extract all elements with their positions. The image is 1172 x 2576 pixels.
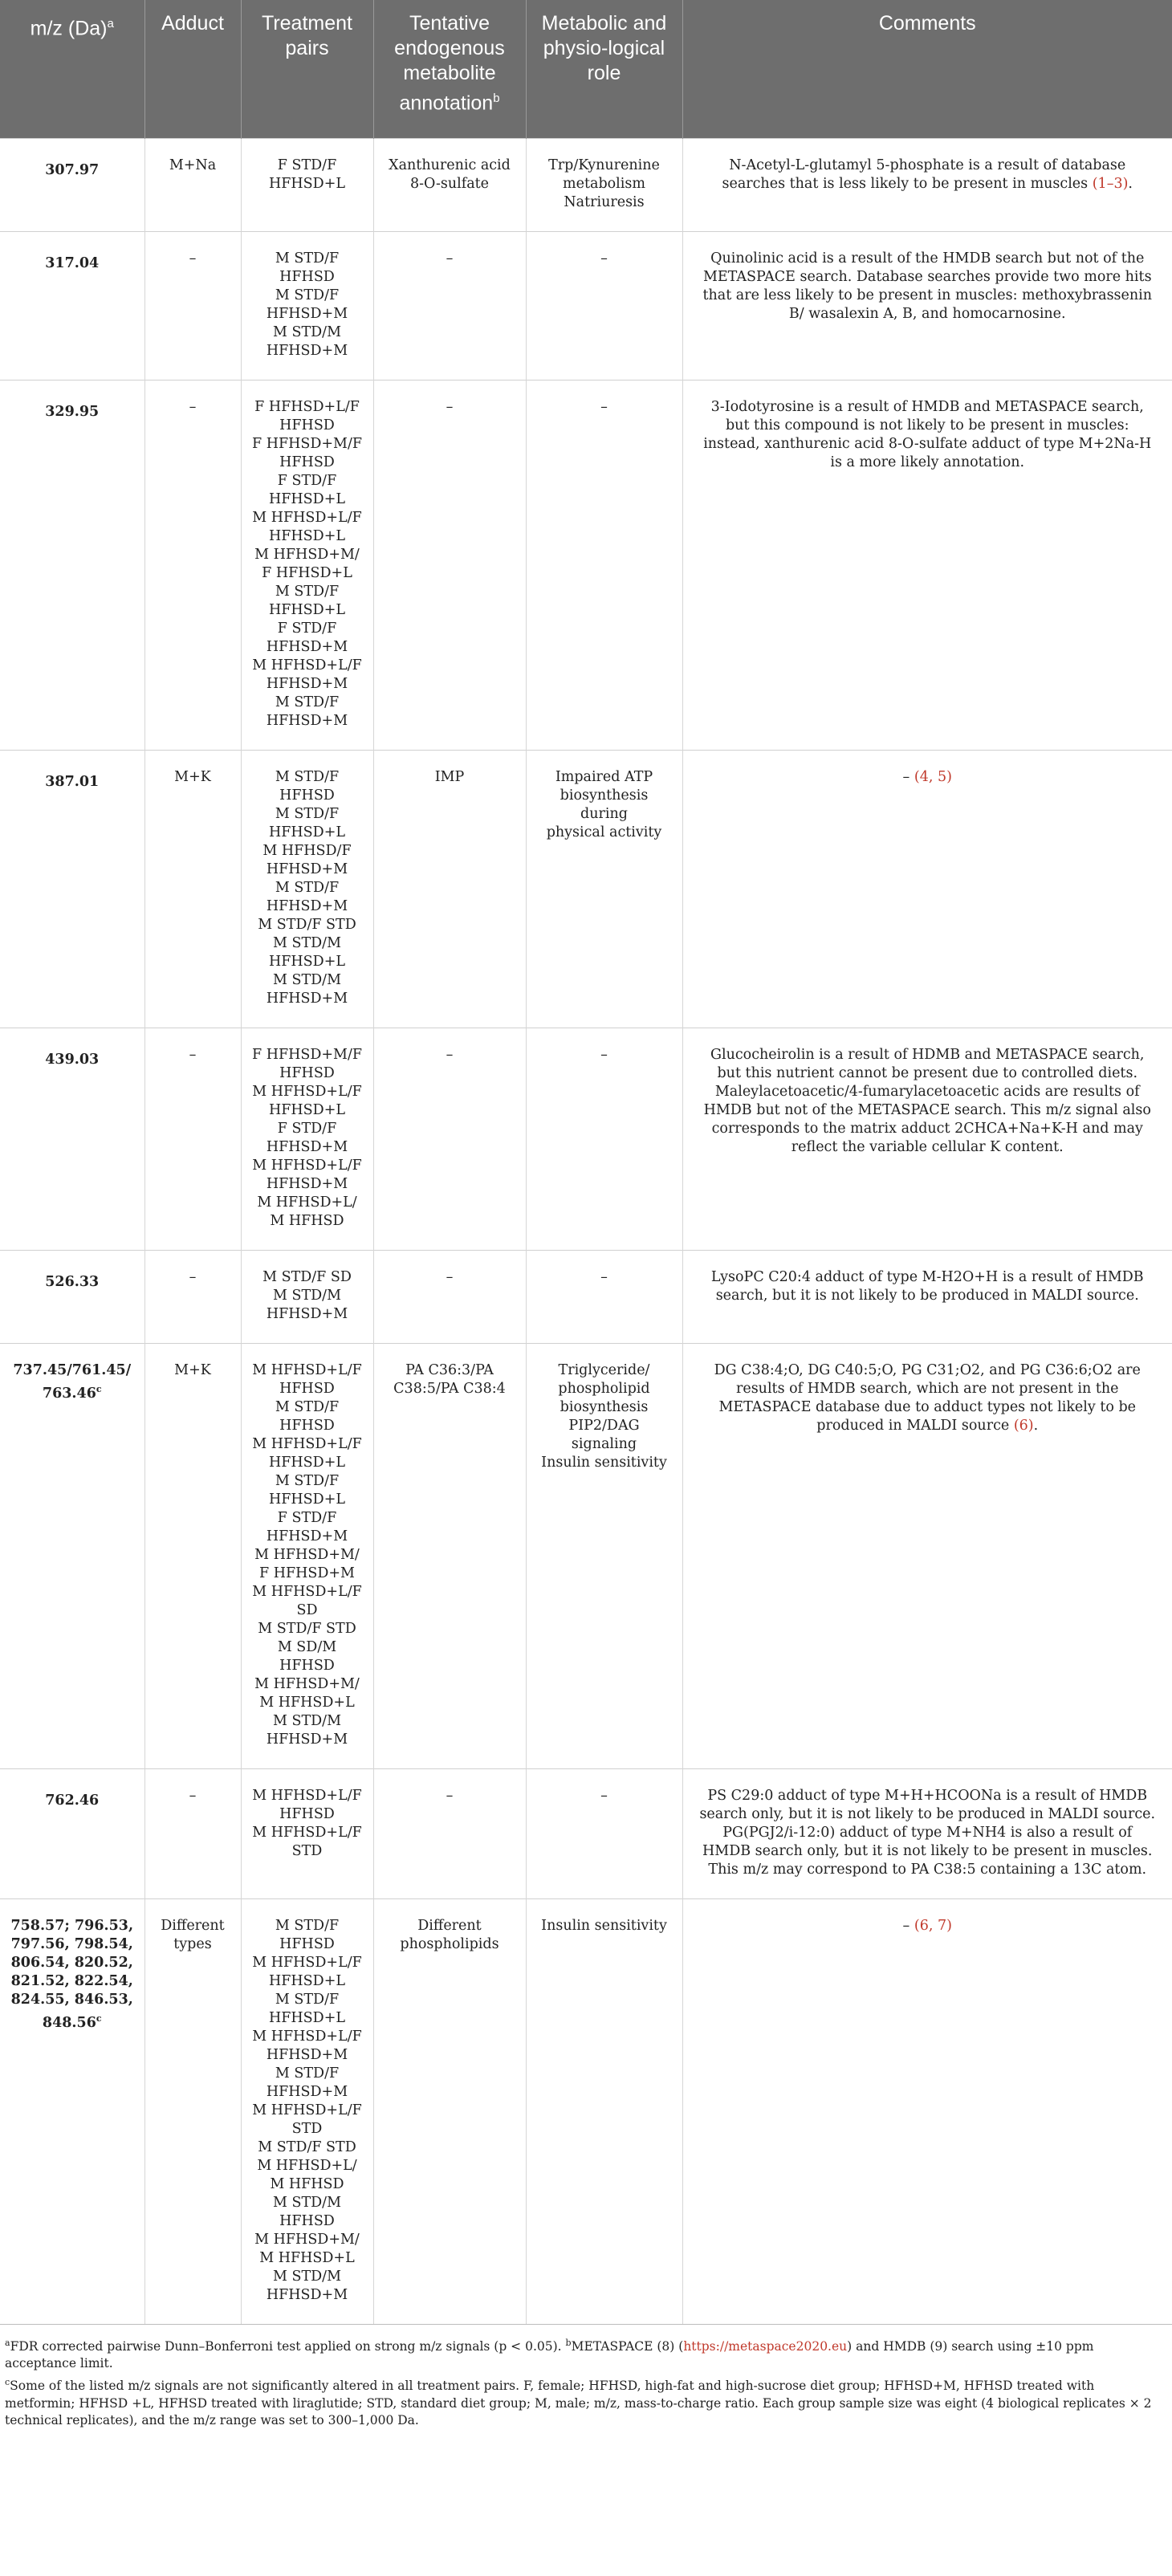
table-row bbox=[0, 1251, 1172, 1344]
cell-role: – bbox=[526, 1769, 682, 1899]
cell-adduct: – bbox=[144, 1769, 241, 1899]
reference-link[interactable]: (4, 5) bbox=[914, 769, 952, 786]
cell-annotation: – bbox=[373, 1028, 526, 1251]
cell-comment: DG C38:4;O, DG C40:5;O, PG C31;O2, and PG C36:6;O2 are results of HMDB search, which are not present in the METASPACE database due to adduct types not likely to be produced in MALDI source (6). bbox=[682, 1344, 1172, 1769]
cell-pairs: F STD/F HFHSD+L bbox=[241, 139, 373, 232]
cell-role: – bbox=[526, 232, 682, 380]
table-row bbox=[0, 1769, 1172, 1899]
cell-pairs: M STD/F HFHSD M STD/F HFHSD+L M HFHSD/F HFHSD+M M STD/F HFHSD+M M STD/F STD M STD/M HFHSD+L M STD/M HFHSD+M bbox=[241, 751, 373, 1028]
table-row bbox=[0, 1344, 1172, 1769]
table-footnotes bbox=[0, 2324, 1172, 2428]
cell-adduct: Different types bbox=[144, 1899, 241, 2325]
cell-role: Triglyceride/ phospholipid biosynthesis PIP2/DAG signaling Insulin sensitivity bbox=[526, 1344, 682, 1769]
cell-pairs: M HFHSD+L/F HFHSD M HFHSD+L/F STD bbox=[241, 1769, 373, 1899]
cell-pairs: M HFHSD+L/F HFHSD M STD/F HFHSD M HFHSD+L/F HFHSD+L M STD/F HFHSD+L F STD/F HFHSD+M M HFHSD+M/ F HFHSD+M M HFHSD+L/F SD M STD/F STD M SD/M HFHSD M HFHSD+M/ M HFHSD+L M STD/M HFHSD+M bbox=[241, 1344, 373, 1769]
cell-adduct: – bbox=[144, 1251, 241, 1344]
cell-pairs: F HFHSD+L/F HFHSD F HFHSD+M/F HFHSD F STD/F HFHSD+L M HFHSD+L/F HFHSD+L M HFHSD+M/ F HFHSD+L M STD/F HFHSD+L F STD/F HFHSD+M M HFHSD+L/F HFHSD+M M STD/F HFHSD+M bbox=[241, 380, 373, 751]
reference-link[interactable]: (6) bbox=[1013, 1418, 1034, 1435]
table-header bbox=[0, 0, 1172, 139]
cell-mz: 762.46 bbox=[0, 1769, 144, 1899]
cell-annotation: Different phospholipids bbox=[373, 1899, 526, 2325]
cell-pairs: M STD/F SD M STD/M HFHSD+M bbox=[241, 1251, 373, 1344]
cell-pairs: M STD/F HFHSD M STD/F HFHSD+M M STD/M HFHSD+M bbox=[241, 232, 373, 380]
cell-mz: 307.97 bbox=[0, 139, 144, 232]
cell-adduct: – bbox=[144, 232, 241, 380]
cell-comment: LysoPC C20:4 adduct of type M-H2O+H is a result of HMDB search, but it is not likely to be produced in MALDI source. bbox=[682, 1251, 1172, 1344]
cell-comment: Glucocheirolin is a result of HDMB and METASPACE search, but this nutrient cannot be present due to controlled diets. Maleylacetoacetic/4-fumarylacetoacetic acids are results of HMDB but not of the METASPACE search. This m/z signal also corresponds to the matrix adduct 2CHCA+Na+K-H and may reflect the variable cellular K content. bbox=[682, 1028, 1172, 1251]
cell-mz: 329.95 bbox=[0, 380, 144, 751]
cell-role: Insulin sensitivity bbox=[526, 1899, 682, 2325]
table-row bbox=[0, 139, 1172, 232]
cell-adduct: – bbox=[144, 380, 241, 751]
cell-role: – bbox=[526, 380, 682, 751]
cell-annotation: – bbox=[373, 232, 526, 380]
table-row bbox=[0, 1028, 1172, 1251]
table-body bbox=[0, 139, 1172, 2325]
reference-link[interactable]: (1–3) bbox=[1092, 176, 1129, 193]
header-comments: Comments bbox=[682, 0, 1172, 139]
cell-mz: 439.03 bbox=[0, 1028, 144, 1251]
table-row bbox=[0, 751, 1172, 1028]
cell-mz: 737.45/761.45/ 763.46$^c$ bbox=[0, 1344, 144, 1769]
cell-role: – bbox=[526, 1028, 682, 1251]
cell-pairs: F HFHSD+M/F HFHSD M HFHSD+L/F HFHSD+L F STD/F HFHSD+M M HFHSD+L/F HFHSD+M M HFHSD+L/ M HFHSD bbox=[241, 1028, 373, 1251]
cell-annotation: IMP bbox=[373, 751, 526, 1028]
reference-link[interactable]: (6, 7) bbox=[914, 1918, 952, 1935]
cell-comment: 3-Iodotyrosine is a result of HMDB and METASPACE search, but this compound is not likely to be present in muscles: instead, xanthurenic acid 8-O-sulfate adduct of type M+2Na-H is a more likely annotation. bbox=[682, 380, 1172, 751]
cell-comment: – (4, 5) bbox=[682, 751, 1172, 1028]
cell-comment: Quinolinic acid is a result of the HMDB search but not of the METASPACE search. Database searches provide two more hits that are less likely to be present in muscles: methoxybrassenin B/ wasalexin A, B, and homocarnosine. bbox=[682, 232, 1172, 380]
cell-adduct: M+K bbox=[144, 1344, 241, 1769]
cell-annotation: – bbox=[373, 380, 526, 751]
cell-mz: 758.57; 796.53, 797.56, 798.54, 806.54, 820.52, 821.52, 822.54, 824.55, 846.53, 848.56$^c$ bbox=[0, 1899, 144, 2325]
header-adduct: Adduct bbox=[144, 0, 241, 139]
cell-annotation: – bbox=[373, 1251, 526, 1344]
cell-role: Impaired ATP biosynthesis during physical activity bbox=[526, 751, 682, 1028]
table-row bbox=[0, 1899, 1172, 2325]
header-annotation: Tentative endogenous metabolite annotation$^b$ bbox=[373, 0, 526, 139]
cell-adduct: – bbox=[144, 1028, 241, 1251]
cell-role: Trp/Kynurenine metabolism Natriuresis bbox=[526, 139, 682, 232]
table-row bbox=[0, 232, 1172, 380]
cell-adduct: M+K bbox=[144, 751, 241, 1028]
cell-pairs: M STD/F HFHSD M HFHSD+L/F HFHSD+L M STD/F HFHSD+L M HFHSD+L/F HFHSD+M M STD/F HFHSD+M M HFHSD+L/F STD M STD/F STD M HFHSD+L/ M HFHSD M STD/M HFHSD M HFHSD+M/ M HFHSD+L M STD/M HFHSD+M bbox=[241, 1899, 373, 2325]
cell-mz: 387.01 bbox=[0, 751, 144, 1028]
header-pairs: Treatment pairs bbox=[241, 0, 373, 139]
cell-annotation: PA C36:3/PA C38:5/PA C38:4 bbox=[373, 1344, 526, 1769]
cell-mz: 526.33 bbox=[0, 1251, 144, 1344]
cell-annotation: Xanthurenic acid 8-O-sulfate bbox=[373, 139, 526, 232]
cell-comment: PS C29:0 adduct of type M+H+HCOONa is a result of HMDB search only, but it is not likely to be produced in MALDI source. PG(PGJ2/i-12:0) adduct of type M+NH4 is also a result of HMDB search only, but it is not likely to be present in muscles. This m/z may correspond to PA C38:5 containing a 13C atom. bbox=[682, 1769, 1172, 1899]
cell-comment: – (6, 7) bbox=[682, 1899, 1172, 2325]
cell-comment: N-Acetyl-L-glutamyl 5-phosphate is a result of database searches that is less likely to be present in muscles (1–3). bbox=[682, 139, 1172, 232]
metaspace-link[interactable]: https://metaspace2020.eu bbox=[683, 2339, 848, 2354]
cell-annotation: – bbox=[373, 1769, 526, 1899]
footnote-c: $^c$Some of the listed m/z signals are not significantly altered in all treatment pairs. F, female; HFHSD, high-fat and high-sucrose diet group; HFHSD+M, HFHSD treated with metformin; HFHSD +L, HFHSD treated with liraglutide; STD, standard diet group; M, male; m/z, mass-to-charge ratio. Each group sample size was eight (4 biological replicates × 2 technical replicates), and the m/z range was set to 300–1,000 Da. bbox=[5, 2377, 1152, 2427]
footnote-a: $^a$FDR corrected pairwise Dunn–Bonferroni test applied on strong m/z signals (p < 0.05). $^b$METASPACE (8) (https://metaspace2020.eu) and HMDB (9) search using ±10 ppm acceptance limit. bbox=[5, 2338, 1094, 2371]
header-mz: m/z $(Da)^a$ bbox=[0, 0, 144, 139]
header-role: Metabolic and physio-logical role bbox=[526, 0, 682, 139]
table-row bbox=[0, 380, 1172, 751]
cell-adduct: M+Na bbox=[144, 139, 241, 232]
cell-role: – bbox=[526, 1251, 682, 1344]
cell-mz: 317.04 bbox=[0, 232, 144, 380]
